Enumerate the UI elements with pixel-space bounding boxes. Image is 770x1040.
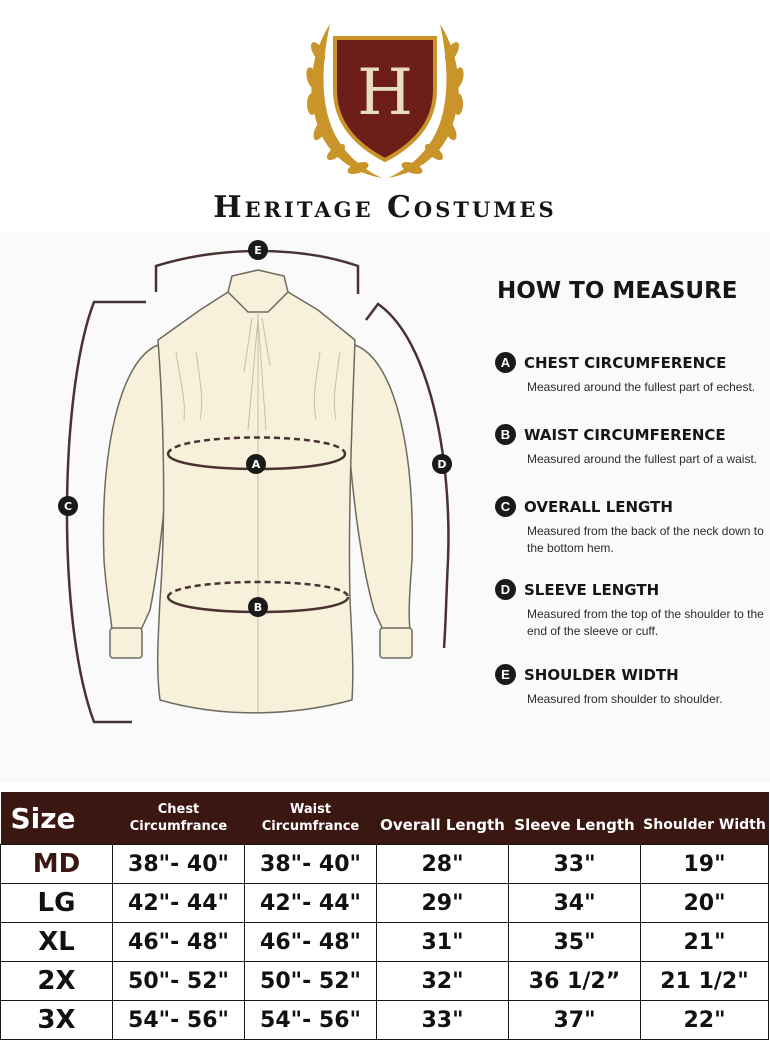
table-row (1, 884, 769, 923)
guide-item-desc: Measured around the fullest part of echest. (527, 380, 756, 394)
guide-item-overall-length (495, 496, 765, 557)
size-cell: XL (1, 923, 113, 962)
waist-cell: 38"- 40" (245, 845, 377, 884)
waist-cell: 46"- 48" (245, 923, 377, 962)
guide-item-title: SHOULDER WIDTH (524, 665, 679, 684)
left-cuff (110, 628, 142, 658)
svg-text:C: C (63, 500, 73, 513)
guide-item-desc: Measured from shoulder to shoulder. (527, 692, 723, 706)
header-sleeve-length: Sleeve Length (509, 792, 641, 845)
chest-cell: 42"- 44" (113, 884, 245, 923)
letter-d-icon: D (495, 579, 516, 600)
svg-text:E: E (254, 244, 262, 257)
chest-cell: 38"- 40" (113, 845, 245, 884)
overall-cell: 29" (377, 884, 509, 923)
guide-item-sleeve-length (495, 579, 765, 640)
right-sleeve (346, 345, 412, 632)
shirt-body (158, 292, 355, 713)
table-row (1, 962, 769, 1001)
guide-item-title: WAIST CIRCUMFERENCE (524, 425, 726, 444)
heritage-costumes-logo (290, 12, 480, 184)
overall-cell: 33" (377, 1001, 509, 1040)
sleeve-cell: 34" (509, 884, 641, 923)
guide-item-title: SLEEVE LENGTH (524, 580, 660, 599)
table-row (1, 845, 769, 884)
guide-item-desc: Measured from the back of the neck down to the bottom hem. (527, 524, 764, 555)
svg-text:B: B (253, 601, 263, 614)
letter-a-icon: A (495, 352, 516, 373)
waist-cell: 50"- 52" (245, 962, 377, 1001)
marker-e (248, 240, 268, 260)
size-chart-table (0, 792, 769, 1040)
guide-item-title: OVERALL LENGTH (524, 497, 673, 516)
sleeve-cell: 37" (509, 1001, 641, 1040)
table-header-row (1, 792, 769, 845)
marker-d (432, 454, 452, 474)
marker-b (248, 597, 268, 617)
header-shoulder-width: Shoulder Width (641, 792, 769, 845)
shoulder-cell: 21" (641, 923, 769, 962)
guide-item-desc: Measured around the fullest part of a waist. (527, 452, 758, 466)
letter-e-icon: E (495, 664, 516, 685)
guide-item-shoulder-width (495, 664, 765, 708)
guide-item-waist (495, 424, 765, 468)
guide-item-title: CHEST CIRCUMFERENCE (524, 353, 727, 372)
table-row (1, 1001, 769, 1040)
right-cuff (380, 628, 412, 658)
sleeve-cell: 36 1/2” (509, 962, 641, 1001)
overall-cell: 28" (377, 845, 509, 884)
header-chest: Chest Circumfrance (113, 792, 245, 845)
marker-c (58, 496, 78, 516)
chest-cell: 54"- 56" (113, 1001, 245, 1040)
header-waist: Waist Circumfrance (245, 792, 377, 845)
waist-cell: 42"- 44" (245, 884, 377, 923)
shoulder-cell: 21 1/2" (641, 962, 769, 1001)
overall-cell: 31" (377, 923, 509, 962)
guide-item-desc: Measured from the top of the shoulder to the end of the sleeve or cuff. (527, 607, 764, 638)
brand-name: Heritage Costumes (213, 190, 557, 225)
guide-item-chest (495, 352, 765, 396)
header-size: Size (1, 792, 113, 845)
svg-text:D: D (437, 458, 447, 471)
shirt-measurement-diagram (0, 232, 470, 782)
waist-cell: 54"- 56" (245, 1001, 377, 1040)
letter-c-icon: C (495, 496, 516, 517)
size-cell: LG (1, 884, 113, 923)
overall-cell: 32" (377, 962, 509, 1001)
shoulder-cell: 19" (641, 845, 769, 884)
size-cell: MD (1, 845, 113, 884)
table-row (1, 923, 769, 962)
svg-text:A: A (251, 458, 261, 471)
header-overall-length: Overall Length (377, 792, 509, 845)
shoulder-cell: 22" (641, 1001, 769, 1040)
shoulder-cell: 20" (641, 884, 769, 923)
chest-cell: 50"- 52" (113, 962, 245, 1001)
marker-a (246, 454, 266, 474)
sleeve-cell: 35" (509, 923, 641, 962)
size-cell: 3X (1, 1001, 113, 1040)
sleeve-cell: 33" (509, 845, 641, 884)
monogram-h: H (357, 56, 413, 130)
letter-b-icon: B (495, 424, 516, 445)
size-cell: 2X (1, 962, 113, 1001)
how-to-measure-title: HOW TO MEASURE (497, 278, 738, 304)
chest-cell: 46"- 48" (113, 923, 245, 962)
